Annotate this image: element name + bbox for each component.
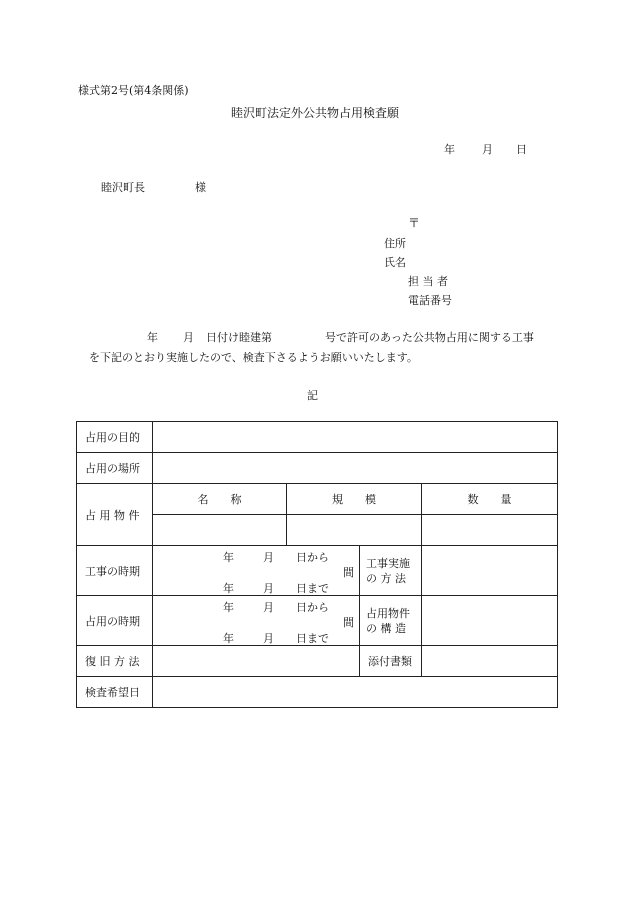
body-month: 月 [183, 331, 194, 344]
restore-field[interactable] [153, 646, 360, 677]
work-end-year: 年 [223, 582, 234, 595]
purpose-label: 占用の目的 [77, 422, 153, 453]
work-start-year: 年 [223, 551, 234, 564]
work-between: 間 [343, 566, 354, 579]
work-method-label: 工事実施の 方 法 [360, 546, 422, 596]
body-permit-suffix: 号で許可のあった公共物占用に関する工事 [325, 331, 534, 344]
work-end-month: 月 [263, 582, 274, 595]
attachments-label: 添付書類 [360, 646, 422, 677]
form-id: 様式第2号(第4条関係) [78, 84, 189, 97]
restore-label: 復 旧 方 法 [77, 646, 153, 677]
place-label: 占用の場所 [77, 453, 153, 484]
attachments-field[interactable] [422, 646, 558, 677]
postal-mark: 〒 [408, 216, 421, 230]
date-day: 日 [516, 143, 527, 156]
objects-header-row [77, 484, 558, 515]
phone-label: 電話番号 [408, 294, 452, 307]
object-qty-field[interactable] [422, 515, 558, 546]
object-spec-field[interactable] [287, 515, 422, 546]
occupy-between: 間 [343, 616, 354, 629]
contact-person-label: 担 当 者 [408, 275, 448, 288]
inspection-date-row [77, 677, 558, 708]
occupy-start-year: 年 [223, 601, 234, 614]
work-start-day: 日から [296, 551, 329, 564]
occupy-period-label: 占用の時期 [77, 596, 153, 646]
col-qty-header: 数 量 [422, 484, 558, 515]
col-name-header: 名 称 [153, 484, 287, 515]
occupy-start-day: 日から [296, 601, 329, 614]
name-label: 氏名 [384, 256, 406, 269]
restore-row [77, 646, 558, 677]
work-period-field[interactable] [153, 546, 360, 596]
addressee-name: 睦沢町長 [101, 181, 145, 194]
place-row [77, 453, 558, 484]
occupy-period-field[interactable] [153, 596, 360, 646]
body-year: 年 [147, 331, 158, 344]
work-period-row [77, 546, 558, 596]
purpose-field[interactable] [153, 422, 558, 453]
purpose-row [77, 422, 558, 453]
body-permit-prefix: 日付け睦建第 [206, 331, 272, 344]
inspection-form-table [76, 421, 558, 708]
document-title: 睦沢町法定外公共物占用検査願 [231, 106, 400, 120]
structure-field[interactable] [422, 596, 558, 646]
structure-label: 占用物件の 構 造 [360, 596, 422, 646]
occupy-end-month: 月 [263, 632, 274, 645]
date-month: 月 [482, 143, 493, 156]
occupy-period-row [77, 596, 558, 646]
inspection-date-field[interactable] [153, 677, 558, 708]
body-request-line: を下記のとおり実施したので、検査下さるようお願いいたします。 [89, 351, 418, 364]
occupy-start-month: 月 [263, 601, 274, 614]
occupy-end-year: 年 [223, 632, 234, 645]
ki-heading: 記 [307, 389, 318, 402]
date-year: 年 [444, 143, 455, 156]
object-name-field[interactable] [153, 515, 287, 546]
objects-label: 占 用 物 件 [77, 484, 153, 546]
work-method-field[interactable] [422, 546, 558, 596]
place-field[interactable] [153, 453, 558, 484]
col-spec-header: 規 模 [287, 484, 422, 515]
work-end-day: 日まで [296, 582, 329, 595]
occupy-end-day: 日まで [296, 632, 329, 645]
work-start-month: 月 [263, 551, 274, 564]
work-period-label: 工事の時期 [77, 546, 153, 596]
inspection-date-label: 検査希望日 [77, 677, 153, 708]
addressee-honorific: 様 [195, 181, 206, 194]
address-label: 住所 [384, 237, 406, 250]
